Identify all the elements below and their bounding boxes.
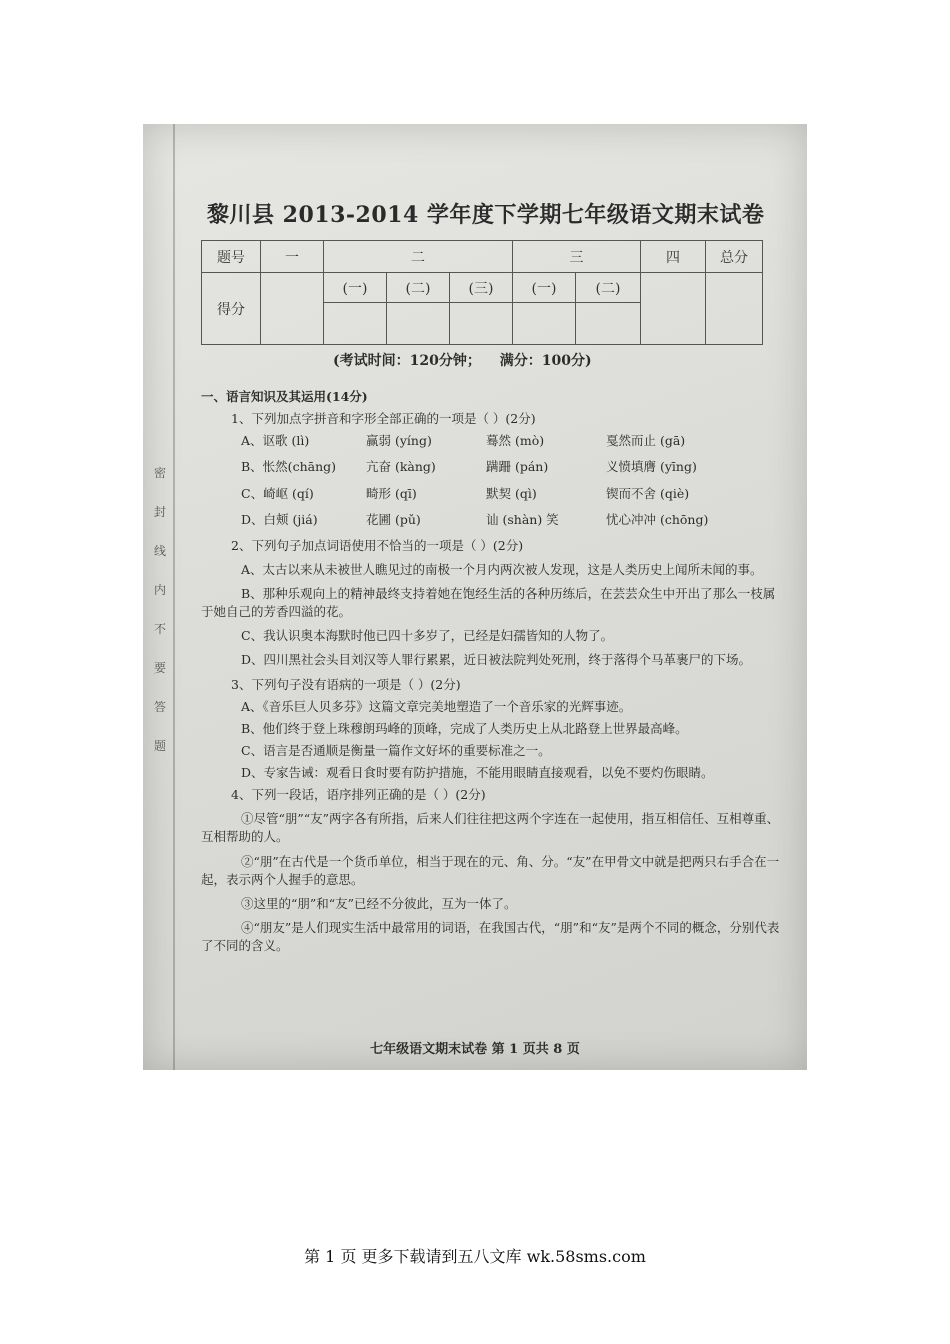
header-cell: 总分 (706, 241, 763, 273)
score-table (201, 240, 763, 345)
score-cell (450, 303, 513, 345)
binding-char: 封 (153, 505, 166, 519)
q3-option-c: C、语言是否通顺是衡量一篇作文好坏的重要标准之一。 (241, 742, 551, 758)
binding-char: 题 (153, 739, 166, 753)
question-3-stem: 3、下列句子没有语病的一项是（ ）(2分) (231, 676, 461, 692)
binding-char: 密 (153, 466, 166, 480)
binding-char: 不 (153, 622, 166, 636)
exam-photo (143, 124, 807, 1070)
binding-char: 答 (153, 700, 166, 714)
question-2-stem: 2、下列句子加点词语使用不恰当的一项是（ ）(2分) (231, 537, 524, 553)
question-1-stem: 1、下列加点字拼音和字形全部正确的一项是（ ）(2分) (231, 411, 536, 427)
score-cell (641, 273, 706, 345)
binding-text (151, 464, 169, 754)
q2-option-a: A、太古以来从未被世人瞧见过的南极一个月内两次被人发现，这是人类历史上闻所未闻的事。 (241, 561, 763, 577)
score-cell (261, 273, 324, 345)
question-4-stem: 4、下列一段话，语序排列正确的是（ ）(2分) (231, 787, 486, 803)
option-item: 忧心冲冲 (chōng) (606, 511, 709, 527)
sub-header-cell: (二) (387, 273, 450, 303)
q1-option-row (241, 458, 781, 476)
option-item: 蹒跚 (pán) (486, 459, 549, 475)
score-cell (513, 303, 576, 345)
option-item: A、讴歌 (lì) (241, 433, 310, 449)
exam-title: 黎川县 2013-2014 学年度下学期七年级语文期末试卷 (207, 202, 765, 228)
binding-char: 内 (153, 583, 166, 597)
option-item: 赢弱 (yíng) (366, 433, 432, 449)
binding-char: 要 (153, 661, 166, 675)
option-item: B、怅然(chāng) (241, 459, 336, 475)
option-item: 畸形 (qī) (366, 485, 417, 501)
option-item: 花圃 (pǔ) (366, 511, 421, 527)
q3-option-d: D、专家告诫：观看日食时要有防护措施，不能用眼睛直接观看，以免不要灼伤眼睛。 (241, 765, 714, 780)
sub-header-cell: (一) (513, 273, 576, 303)
q2-option-d: D、四川黑社会头目刘汉等人罪行累累，近日被法院判处死刑，终于落得个马革裹尸的下场。 (241, 652, 752, 668)
score-cell (706, 273, 763, 345)
q4-sentence-2: ②“朋”在古代是一个货币单位，相当于现在的元、角、分。“友”在甲骨文中就是把两只右手合在一起，表示两个人握手的意思。 (201, 853, 780, 887)
q3-option-a: A、《音乐巨人贝多芬》这篇文章完美地塑造了一个音乐家的光辉事迹。 (241, 698, 632, 714)
header-cell: 三 (513, 241, 641, 273)
option-item: 亢奋 (kàng) (366, 459, 436, 475)
option-item: 锲而不舍 (qiè) (606, 485, 690, 501)
sub-header-cell: (一) (324, 273, 387, 303)
q1-option-row (241, 511, 781, 529)
document-footer: 第 1 页 更多下载请到五八文库 wk.58sms.com (304, 1247, 646, 1266)
q4-sentence-4: ④“朋友”是人们现实生活中最常用的词语，在我国古代，“朋”和“友”是两个不同的概念，分别代表了不同的含义。 (201, 919, 780, 953)
binding-char: 线 (153, 544, 166, 558)
option-item: 默契 (qì) (486, 485, 537, 501)
sub-header-cell: (三) (450, 273, 513, 303)
score-cell (324, 303, 387, 345)
option-item: D、白颊 (jiá) (241, 511, 318, 527)
header-cell: 一 (261, 241, 324, 273)
q2-option-c: C、我认识奥本海默时他已四十多岁了，已经是妇孺皆知的人物了。 (241, 628, 614, 644)
header-cell: 二 (324, 241, 513, 273)
option-item: 蓦然 (mò) (486, 433, 545, 449)
q2-option-b: B、那种乐观向上的精神最终支持着她在饱经生活的各种历练后，在芸芸众生中开出了那么一枝属于她自己的芳香四溢的花。 (201, 586, 776, 620)
score-cell (576, 303, 641, 345)
exam-page-footer: 七年级语文期末试卷 第 1 页共 8 页 (370, 1042, 580, 1057)
sub-header-cell: (二) (576, 273, 641, 303)
q1-option-row (241, 432, 781, 450)
option-item: 讪 (shàn) 笑 (486, 511, 559, 527)
option-item: C、崎岖 (qí) (241, 485, 314, 501)
q1-option-row (241, 485, 781, 503)
exam-info: (考试时间：120分钟； 满分：100分) (333, 353, 592, 369)
score-cell (387, 303, 450, 345)
exam-content (201, 388, 781, 961)
option-item: 义愤填膺 (yīng) (606, 459, 697, 475)
q4-sentence-1: ①尽管“朋”“友”两字各有所指，后来人们往往把这两个字连在一起使用，指互相信任、互相尊重、互相帮助的人。 (201, 811, 780, 845)
q3-option-b: B、他们终于登上珠穆朗玛峰的顶峰，完成了人类历史上从北路登上世界最高峰。 (241, 720, 688, 736)
header-cell: 题号 (202, 241, 261, 273)
score-label: 得分 (202, 273, 261, 345)
q4-sentence-3: ③这里的“朋”和“友”已经不分彼此，互为一体了。 (241, 895, 517, 911)
fold-line (173, 124, 175, 1070)
section-heading: 一、语言知识及其运用(14分) (201, 389, 368, 404)
header-cell: 四 (641, 241, 706, 273)
option-item: 戛然而止 (gā) (606, 433, 686, 449)
